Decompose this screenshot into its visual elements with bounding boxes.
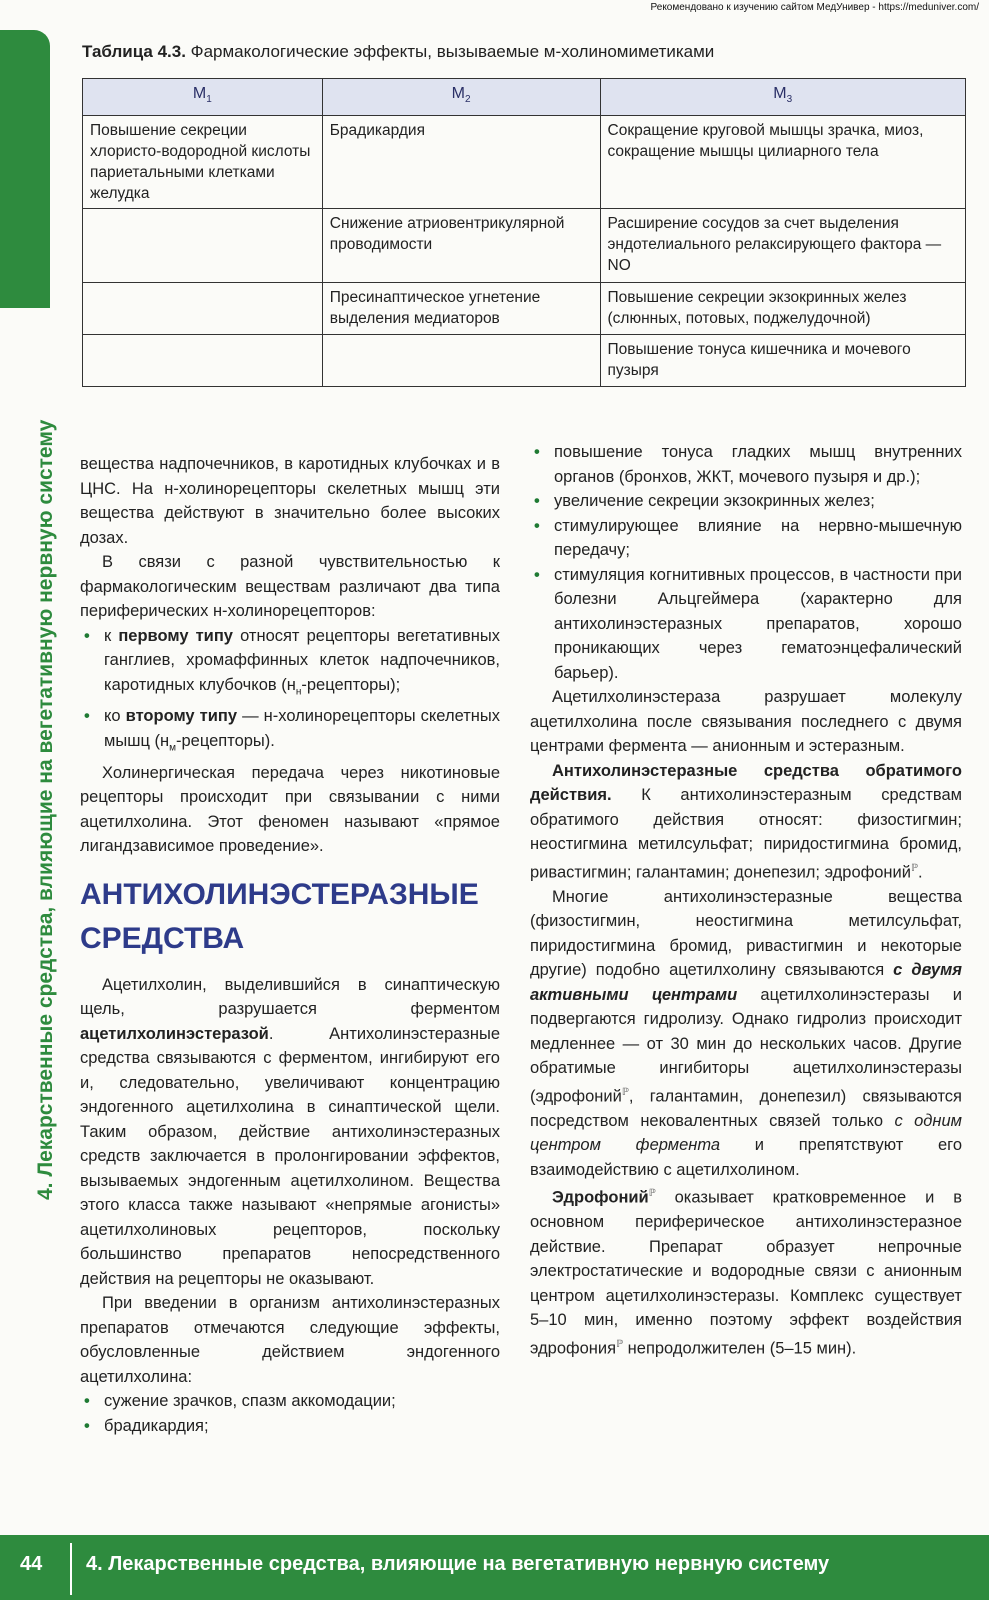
table-row: [83, 116, 966, 209]
source-note: Рекомендовано к изучению сайтом МедУнивер - https://meduniver.com/: [650, 2, 979, 13]
header-m3: $М_3$: [600, 79, 966, 116]
table-row: [83, 209, 966, 283]
paragraph: вещества надпочечников, в каротидных клубочках и в ЦНС. На н-холинорецепторы скелетных мышц эти вещества действуют в значительно более высоких дозах.: [80, 455, 500, 547]
table-cell: Повышение секреции экзокринных желез (слюнных, потовых, поджелудочной): [600, 283, 966, 335]
footer-chapter-title: 4. Лекарственные средства, влияющие на вегетативную нервную систему: [86, 1553, 830, 1575]
table-cell: Брадикардия: [322, 116, 600, 209]
table-row: [83, 283, 966, 335]
paragraph: При введении в организм антихолинэстеразных препаратов отмечаются следующие эффекты, обусловленные действием эндогенного ацетилхолина:: [80, 1294, 500, 1386]
table-cell: Повышение тонуса кишечника и мочевого пузыря: [600, 335, 966, 387]
list-item: • к первому типу относят рецепторы вегетативных ганглиев, хромаффинных клеток надпочечников, каротидных клубочков $(н_н-рецепторы)$;: [104, 624, 500, 705]
table-cell: Снижение атриовентрикулярной проводимости: [322, 209, 600, 283]
table-cell: [83, 283, 323, 335]
list-item: • брадикардия;: [104, 1414, 500, 1439]
effects-list-continued: [530, 440, 962, 685]
chapter-tab: [0, 30, 50, 308]
table-cell: Сокращение круговой мышцы зрачка, миоз, сокращение мышцы цилиарного тела: [600, 116, 966, 209]
paragraph: В связи с разной чувствительностью к фармакологическим веществам различают два типа периферических н-холинорецепторов:: [80, 553, 500, 620]
list-item: • повышение тонуса гладких мышц внутренних органов (бронхов, ЖКТ, мочевого пузыря и др.);: [554, 440, 962, 489]
receptor-types-list: [80, 624, 500, 761]
table-cell: Повышение секреции хлористо-водородной кислоты париетальными клетками желудка: [83, 116, 323, 209]
paragraph: Ацетилхолин, выделившийся в синаптическую щель, разрушается ферментом ацетилхолинэстеразой. Антихолинэстеразные средства связываются с ферментом, ингибируют его и, следовательно, увеличивают концентрацию эндогенного ацетилхолина в синаптической щели. Таким образом, действие антихолинэстеразных средств заключается в пролонгировании эффектов, вызываемых эндогенным ацетилхолином. Вещества этого класса также называют «непрямые агонисты» ацетилхолиновых рецепторов, поскольку большинство препаратов непосредственного действия на рецепторы не оказывают.: [80, 975, 500, 1288]
table-header-row: [83, 79, 966, 116]
table-caption: Таблица 4.3. Фармакологические эффекты, вызываемые м-холиномиметиками: [82, 42, 715, 61]
left-column: [80, 452, 500, 1438]
table-cell: [83, 335, 323, 387]
table-cell: Пресинаптическое угнетение выделения медиаторов: [322, 283, 600, 335]
paragraph: Антихолинэстеразные средства обратимого действия. К антихолинэстеразным средствам обратимого действия относят: физостигмин; неостигмина метилсульфат; пиридостигмина бромид, ривастигмин; галантамин; донепезил; эдрофоний$^ℙ$.: [530, 761, 962, 881]
table-cell: [322, 335, 600, 387]
list-item: • сужение зрачков, спазм аккомодации;: [104, 1389, 500, 1414]
effects-table: [82, 78, 966, 387]
table-cell: [83, 209, 323, 283]
table-cell: Расширение сосудов за счет выделения эндотелиального релаксирующего фактора — NO: [600, 209, 966, 283]
header-m1: $М_1$: [83, 79, 323, 116]
paragraph: Ацетилхолинэстераза разрушает молекулу ацетилхолина после связывания последнего с двумя центрами фермента — анионным и эстеразным.: [530, 688, 962, 755]
paragraph: Холинергическая передача через никотиновые рецепторы происходит при связывании с ними ацетилхолина. Этот феномен называют «прямое лигандзависимое проведение».: [80, 763, 500, 856]
list-item: • увеличение секреции экзокринных желез;: [554, 489, 962, 514]
section-heading: АНТИХОЛИНЭСТЕРАЗНЫЕ СРЕДСТВА: [80, 877, 479, 955]
page-footer: [0, 1535, 989, 1600]
footer-divider: [70, 1543, 72, 1595]
paragraph: Эдрофоний$^ℙ$ оказывает кратковременное и в основном периферическое антихолинэстеразное действие. Препарат образует непрочные электростатические и водородные связи с анионным центром ацетилхолинэстеразы. Комплекс существует 5–10 мин, именно поэтому эффект воздействия эдрофония$^ℙ$ непродолжителен (5–15 мин).: [530, 1188, 962, 1357]
list-item: • стимуляция когнитивных процессов, в частности при болезни Альцгеймера (характерно для антихолинэстеразных препаратов, хорошо проникающих через гематоэнцефалический барьер).: [554, 563, 962, 686]
effects-list: [80, 1389, 500, 1438]
right-column: [530, 440, 962, 1361]
list-item: • ко второму типу — н-холинорецепторы скелетных мышц $(н_м-рецепторы)$.: [104, 704, 500, 760]
page-number: 44: [20, 1553, 43, 1575]
list-item: • стимулирующее влияние на нервно-мышечную передачу;: [554, 514, 962, 563]
table-row: [83, 335, 966, 387]
header-m2: $М_2$: [322, 79, 600, 116]
paragraph: Многие антихолинэстеразные вещества (физостигмин, неостигмина метилсульфат, пиридостигмина бромид, ривастигмин и некоторые другие) подобно ацетилхолину связываются с двумя активными центрами ацетилхолинэстеразы и подвергаются гидролизу. Однако гидролиз происходит медленнее — от 30 мин до нескольких часов. Другие обратимые ингибиторы ацетилхолинэстеразы (эдрофоний$^ℙ$, галантамин, донепезил) связываются посредством нековалентных связей только с одним центром фермента и препятствуют его взаимодействию с ацетилхолином.: [530, 887, 962, 1179]
